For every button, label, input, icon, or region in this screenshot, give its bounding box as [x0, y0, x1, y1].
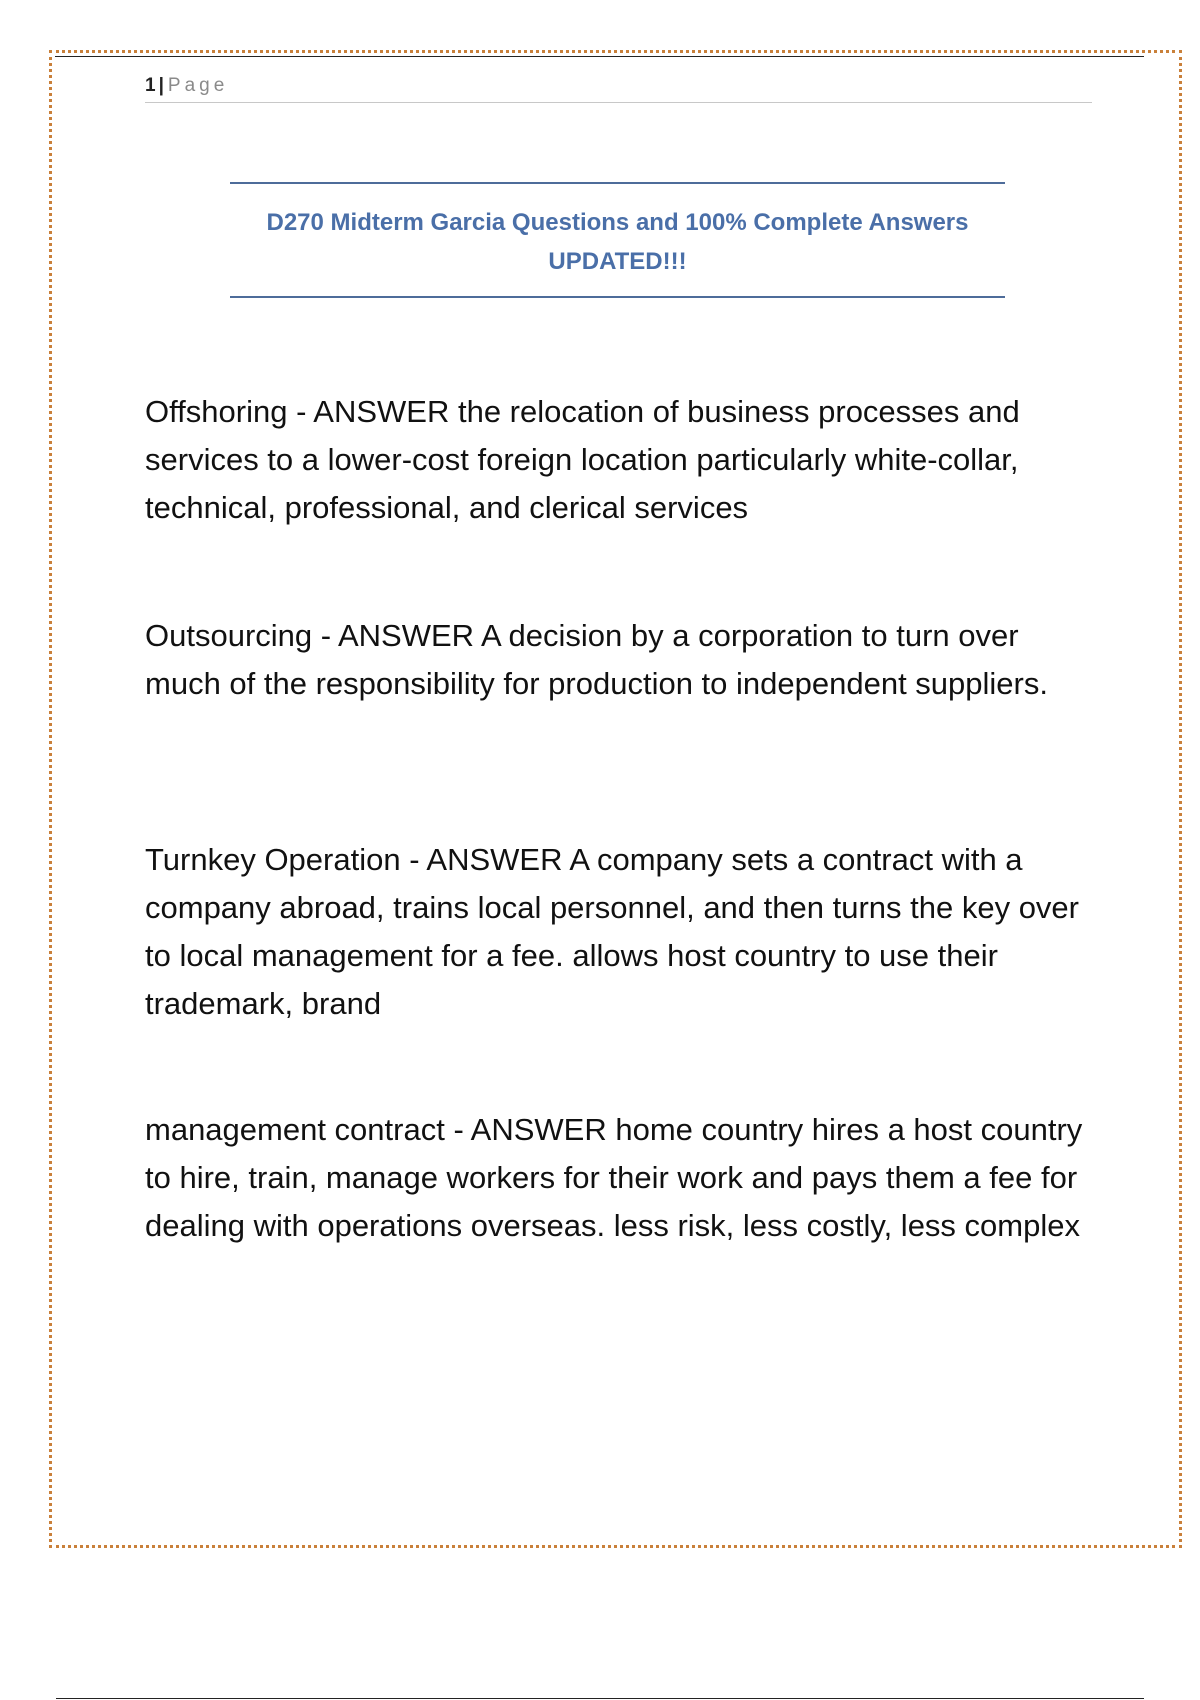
document-title: D270 Midterm Garcia Questions and 100% Complete Answers UPDATED!!! — [266, 209, 969, 275]
page-label: Page — [167, 75, 229, 96]
top-rule — [55, 56, 1144, 57]
page-number: 1 — [145, 75, 156, 96]
entry-management-contract: management contract - ANSWER home country hires a host country to hire, train, manage workers for their work and pays them a fee for dealing with operations overseas. less risk, less costly, less complex — [145, 1112, 1083, 1243]
title-block — [230, 182, 1005, 298]
entry-offshoring: Offshoring - ANSWER the relocation of business processes and services to a lower-cost foreign location particularly white-collar, technical, professional, and clerical services — [145, 394, 1020, 525]
entry-outsourcing: Outsourcing - ANSWER A decision by a corporation to turn over much of the responsibility for production to independent suppliers. — [145, 618, 1048, 701]
bottom-rule — [56, 1698, 1144, 1699]
page-header — [145, 73, 1092, 103]
page-separator: | — [158, 75, 164, 96]
entry-turnkey-operation: Turnkey Operation - ANSWER A company sets a contract with a company abroad, trains local personnel, and then turns the key over to local management for a fee. allows host country to use their trademark, brand — [145, 842, 1079, 1021]
